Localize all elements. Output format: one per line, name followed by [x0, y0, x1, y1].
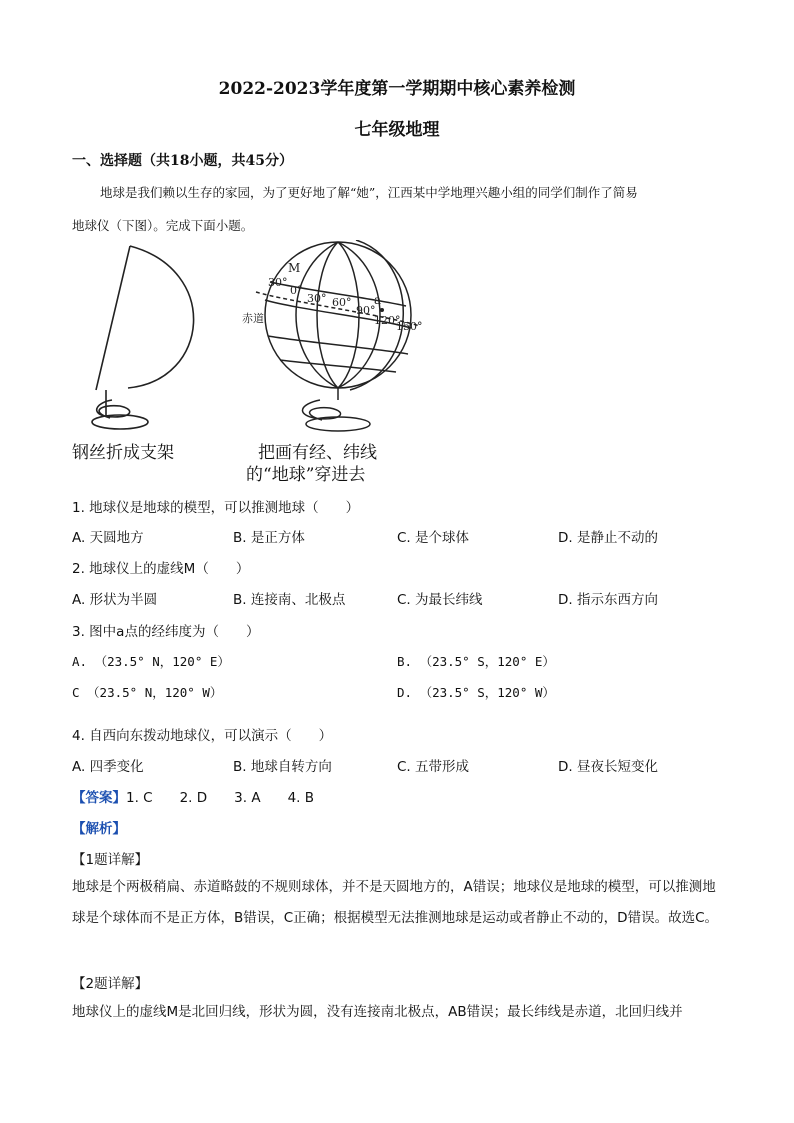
label-lon-0: 0°: [290, 284, 303, 297]
question-3-option-a: A. （23.5° N，120° E）: [72, 654, 230, 669]
question-3-option-b: B. （23.5° S，120° E）: [397, 654, 555, 669]
question-1-option-c: C. 是个球体: [397, 530, 470, 546]
point-a-marker: [380, 308, 384, 312]
answer-line: [72, 786, 314, 806]
question-2-option-b: B. 连接南、北极点: [233, 592, 346, 608]
intro-line-1: 地球是我们赖以生存的家园，为了更好地了解“她”，江西某中学地理兴趣小组的同学们制作了简易: [100, 185, 638, 200]
question-1-stem: 1. 地球仪是地球的模型，可以推测地球（ ）: [72, 500, 360, 516]
label-lon-60: 60°: [332, 296, 352, 309]
question-4-option-c: C. 五带形成: [397, 759, 470, 775]
question-4-option-b: B. 地球自转方向: [233, 759, 332, 775]
label-lon-90: 90°: [356, 304, 376, 317]
answer-tag: 【答案】: [72, 790, 126, 806]
analysis-tag: 【解析】: [72, 821, 126, 837]
analysis-line: [72, 817, 126, 837]
globe-figure: [60, 240, 440, 440]
label-lon-120: 120°: [374, 314, 401, 327]
label-m: M: [288, 261, 301, 275]
answer-text: 1. C 2. D 3. A 4. B: [126, 790, 315, 806]
label-equator: 赤道: [242, 312, 264, 325]
question-2-stem: 2. 地球仪上的虚线M（ ）: [72, 561, 250, 577]
question-2-option-c: C. 为最长纬线: [397, 592, 483, 608]
question-2-option-a: A. 形状为半圆: [72, 592, 158, 608]
intro-line-2: 地球仪（下图）。完成下面小题。: [72, 218, 254, 233]
page-subtitle: 七年级地理: [354, 120, 440, 140]
detail-2-tag: 【2题详解】: [72, 976, 149, 992]
question-1-option-b: B. 是正方体: [233, 530, 305, 546]
globe-drawing: [256, 240, 420, 431]
question-3-option-c: C （23.5° N，120° W）: [72, 685, 223, 700]
wire-stand-drawing: [92, 246, 194, 429]
question-4-option-d: D. 昼夜长短变化: [558, 759, 658, 775]
question-3-option-d: D. （23.5° S，120° W）: [397, 685, 555, 700]
detail-1-tag: 【1题详解】: [72, 852, 149, 868]
detail-1-text: 地球是个两极稍扁、赤道略鼓的不规则球体，并不是天圆地方的，A错误；地球仪是地球的模型，可以推测地球是个球体而不是正方体，B错误，C正确；根据模型无法推测地球是运动或者静止不动的，D错误。故选C。: [72, 879, 719, 926]
question-1-option-a: A. 天圆地方: [72, 530, 144, 546]
right-caption-line-1: 把画有经、纬线: [258, 443, 377, 463]
label-lon-30: 30°: [307, 292, 327, 305]
label-a: a: [374, 293, 382, 307]
question-2-option-d: D. 指示东西方向: [558, 592, 658, 608]
question-3-stem: 3. 图中a点的经纬度为（ ）: [72, 624, 260, 640]
section-heading: 一、选择题（共18小题，共45分）: [72, 153, 293, 169]
page-title: 2022-2023学年度第一学期期中核心素养检测: [218, 79, 576, 99]
label-lon-150: 150°: [396, 320, 423, 333]
right-caption-line-2: 的“地球”穿进去: [246, 465, 366, 485]
detail-2-text: 地球仪上的虚线M是北回归线，形状为圆，没有连接南北极点，AB错误；最长纬线是赤道，北回归线并: [72, 1004, 683, 1020]
detail-1-heading: [72, 848, 148, 868]
question-4-stem: 4. 自西向东拨动地球仪，可以演示（ ）: [72, 728, 333, 744]
question-4-option-a: A. 四季变化: [72, 759, 144, 775]
question-1-option-d: D. 是静止不动的: [558, 530, 658, 546]
detail-2-heading: [72, 972, 148, 992]
label-lon-30-left: 30°: [268, 276, 288, 289]
left-caption: 钢丝折成支架: [72, 443, 174, 463]
